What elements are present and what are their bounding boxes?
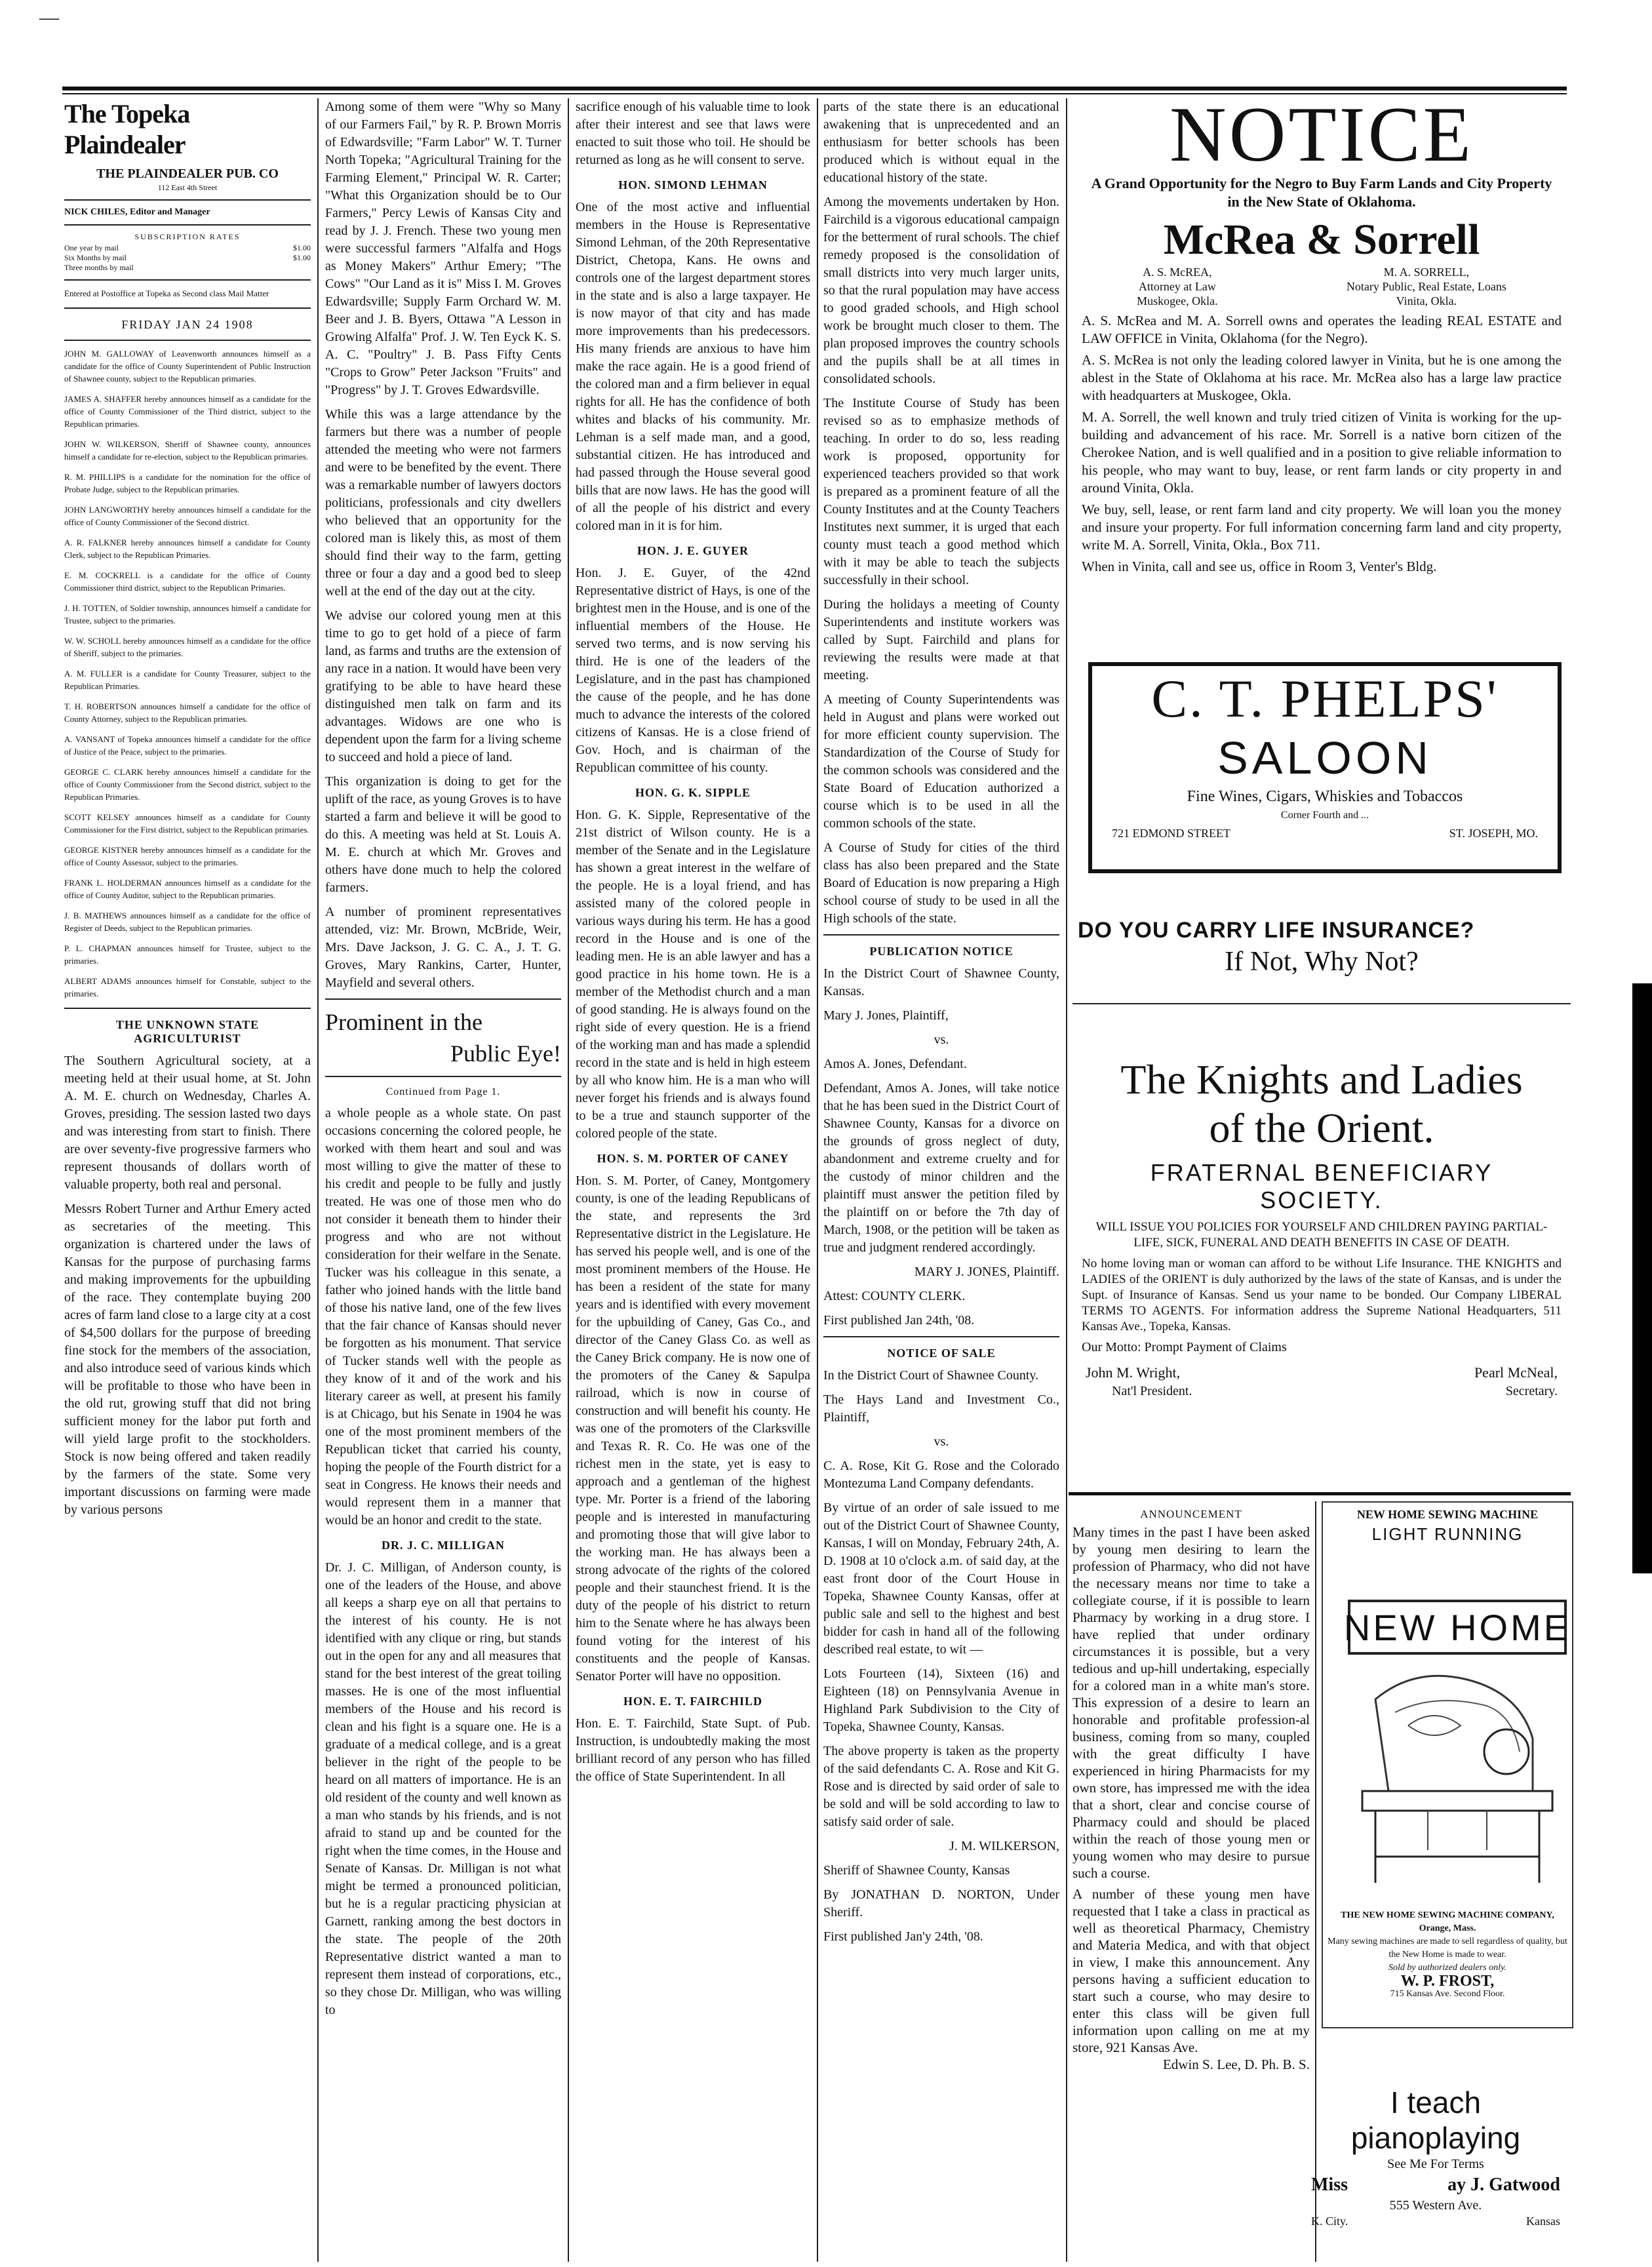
announcement-item: W. W. SCHOLL hereby announces himself as a candidate for the office of Sheriff, subject to the primaries. bbox=[64, 636, 311, 658]
announcement-item: ALBERT ADAMS announces himself for Constable, subject to the primaries. bbox=[64, 976, 311, 998]
announcement-item: T. H. ROBERTSON announces himself a candidate for the office of County Attorney, subject to the Republican primaries. bbox=[64, 701, 311, 724]
announcement-item: E. M. COCKRELL is a candidate for the office of County Commissioner third district, subject to the Republican Primaries. bbox=[64, 570, 311, 593]
corner-mark: — bbox=[39, 7, 59, 28]
legal-line: Lots Fourteen (14), Sixteen (16) and Eighteen (18) on Pennsylvania Avenue in Highland Park Subdivision to the City of Topeka, Shawnee County, Kansas. bbox=[823, 1666, 1059, 1734]
announcement-item: JOHN W. WILKERSON, Sheriff of Shawnee county, announces himself a candidate for re-election, subject to the Republican primaries. bbox=[64, 439, 311, 462]
kl-motto: Our Motto: Prompt Payment of Claims bbox=[1082, 1340, 1287, 1354]
article-paragraph: The Institute Course of Study has been revised so as to emphasize methods of teaching. In order to do so, less reading work is proposed, opportunity for experienced teachers provided so that work is prepared as a prominent feature of all the County Institutes and at the County Teachers Institutes next summer, it is urged that each county must teach a good method which with it may be able to teach the subjects successfully in their school. bbox=[823, 396, 1059, 587]
article-paragraph: parts of the state there is an educational awakening that is unprecedented and an enthusiasm for better schools has been produced which is without equal in the educational history of the state. bbox=[823, 100, 1059, 185]
piano-terms: See Me For Terms bbox=[1387, 2157, 1484, 2171]
kl-title-line-2: of the Orient. bbox=[1209, 1105, 1434, 1151]
legal-line: Attest: COUNTY CLERK. bbox=[823, 1289, 966, 1303]
publisher-address: 112 East 4th Street bbox=[157, 183, 218, 192]
article-paragraph: Hon. S. M. Porter, of Caney, Montgomery county, is one of the leading Republicans of the state, and represents the 3rd Representative district in the Legislature. He has served his people well, and is one of the most prominent members of the House. He has been a resident of the state for many years and is identified with every movement for the upbuilding of Caney, Gas Co., and director of the Caney Glass Co. as well as the Caney Brick company. He is now one of the promoters of the Caney & Sapulpa railroad, which is now in course of construction and will benefit his county. He was one of the promoters of the Clarksville and Texas R. R. Co. He was one of the richest men in the state, yet is easy to approach and a gentleman of the highest type. Mr. Porter is a friend of the laboring people and is interested in manufacturing and promoting those that will give labor to the working man. He has always been a strong advocate of the rights of the colored people and their staunchest friend. It is the duty of the people of his district to return him to the Senate where he has always been found voting for the interest of his constituents and the people of Kansas. Senator Porter will have no opposition. bbox=[576, 1173, 810, 1684]
subhead: HON. S. M. PORTER OF CANEY bbox=[597, 1152, 789, 1165]
notice-paragraph: A. S. McRea and M. A. Sorrell owns and operates the leading REAL ESTATE and LAW OFFICE in Vinita, Oklahoma (for the Negro). bbox=[1082, 313, 1562, 346]
rate-row: Six Months by mail $1.00 bbox=[64, 253, 311, 262]
announcement-item: JOHN M. GALLOWAY of Leavenworth announces himself as a candidate for the office of County Superintendent of Public Instruction of Shawnee county, subject to the Republican primaries. bbox=[64, 349, 311, 384]
sewing-top: NEW HOME SEWING MACHINE bbox=[1356, 1508, 1539, 1521]
piano-teacher: Miss ay J. Gatwood bbox=[1311, 2175, 1560, 2195]
announcement-item: P. L. CHAPMAN announces himself for Trustee, subject to the primaries. bbox=[64, 943, 311, 966]
article-paragraph: Messrs Robert Turner and Arthur Emery acted as secretaries of the meeting. This organization is chartered under the laws of Kansas for the purpose of purchasing farms and making improvements for the upbuilding of the race. They contemplate buying 200 acres of farm land close to a large city at a cost of $4,500 dollars for the purpose of breeding fine stock for the members of the association, and also introduce seed of various kinds which will be profitable to those who have been in the old rut, growing stuff that did not bring sufficient money for the labor put forth and will yield large profit to the stockholders. Stock is now being offered and taken readily by the farmers of the state. Some very important discussions on farming were made by various persons bbox=[64, 1202, 311, 1517]
subhead: HON. G. K. SIPPLE bbox=[635, 786, 751, 799]
notice-paragraph: We buy, sell, lease, or rent farm land and city property. We will loan you the money and insure your property. For full information concerning farm land and city property, write M. A. Sorrell, Vinita, Okla., Box 711. bbox=[1082, 502, 1562, 553]
announcement-item: FRANK L. HOLDERMAN announces himself as a candidate for the office of County Auditor, subject to the Republican primaries. bbox=[64, 878, 311, 900]
column-rule bbox=[317, 98, 319, 2262]
knights-ladies-ad bbox=[1072, 1055, 1571, 1475]
announcement-item: A. VANSANT of Topeka announces himself a candidate for the office of Justice of the Peace, subject to the primaries. bbox=[64, 734, 311, 757]
announcement-signature: Edwin S. Lee, D. Ph. B. S. bbox=[1162, 2057, 1310, 2072]
subhead: DR. J. C. MILLIGAN bbox=[381, 1539, 505, 1552]
announcement-item: A. R. FALKNER hereby announces himself a candidate for County Clerk, subject to the Republican Primaries. bbox=[64, 538, 311, 560]
subhead: HON. J. E. GUYER bbox=[637, 544, 749, 557]
section-headline bbox=[325, 1006, 561, 1069]
announcement-item: GEORGE KISTNER hereby announces himself as a candidate for the office of County Assessor, subject to the primaries. bbox=[64, 845, 311, 867]
legal-line: By virtue of an order of sale issued to me out of the District Court of Shawnee County, Kansas, I will on Monday, February 24th, A. D. 1908 at 10 o'clock a.m. of said day, at the east front door of the Court House in Topeka, Shawnee County Kansas, offer at public sale and sell to the highest and best bidder for cash in hand all of the following described real estate, to wit — bbox=[823, 1501, 1059, 1657]
subhead: HON. SIMOND LEHMAN bbox=[618, 178, 768, 191]
insurance-answer: If Not, Why Not? bbox=[1225, 947, 1419, 977]
rates-title: SUBSCRIPTION RATES bbox=[134, 232, 241, 241]
divider bbox=[64, 340, 311, 341]
article-paragraph: During the holidays a meeting of County Superintendents and institute workers was called by Supt. Fairchild and plans for reviewing the results were made at that meeting. bbox=[823, 597, 1059, 682]
legal-notice-head: PUBLICATION NOTICE bbox=[869, 945, 1013, 958]
scan-edge bbox=[1632, 983, 1652, 1573]
top-rule bbox=[62, 87, 1567, 90]
divider bbox=[64, 224, 311, 226]
announcement-item: GEORGE C. CLARK hereby announces himself a candidate for the office of County Commissioner from the Second district, subject to the Republican Primaries. bbox=[64, 767, 311, 802]
legal-line: C. A. Rose, Kit G. Rose and the Colorado Montezuma Land Company defendants. bbox=[823, 1459, 1059, 1491]
article-paragraph: The Southern Agricultural society, at a meeting held at their usual home, at St. John A. M. E. church on Wednesday, Charles A. Groves, presiding. The session lasted two days and was interesting from start to finish. There are over seventy-five progressive farmers who represent thousands of dollars worth of valuable property, both real and personal. bbox=[64, 1054, 311, 1192]
headline-line-1: Prominent in the bbox=[325, 1009, 482, 1035]
divider bbox=[823, 934, 1059, 936]
article-paragraph: While this was a large attendance by the farmers but there was a number of people attended the meeting who were not farmers and were to be benefited by the event. There was a remarkable number of lawyers doctors politicians, professionals and city dwellers who believed that an opportunity for the colored man is likely this, as most of them should find their way to the farm, getting three or four a day and a good bed to sleep well at the end of the day out at the city. bbox=[325, 407, 561, 599]
legal-line: Amos A. Jones, Defendant. bbox=[823, 1057, 967, 1071]
firm-name: McRea & Sorrell bbox=[1163, 216, 1480, 264]
insurance-ad bbox=[1072, 918, 1571, 977]
sewing-brand: NEW HOME bbox=[1343, 1607, 1571, 1648]
legal-line: The Hays Land and Investment Co., Plaintiff, bbox=[823, 1392, 1059, 1425]
article-paragraph: This organization is doing to get for the uplift of the race, as young Groves is to have started a farm and believe it will be good to do this. A meeting was held at St. Louis A. M. E. church at which Mr. Groves and others have done much to help the colored farmers. bbox=[325, 774, 561, 895]
rate-row: Three months by mail bbox=[64, 263, 134, 272]
legal-line: vs. bbox=[934, 1033, 949, 1047]
piano-city: K. City. Kansas bbox=[1311, 2215, 1560, 2228]
legal-line: The above property is taken as the property of the said defendants C. A. Rose and Kit G. Rose and is directed by said order of sale to be sold and will be sold according to law to satisfy said order of sale. bbox=[823, 1744, 1059, 1829]
editor-line: NICK CHILES, Editor and Manager bbox=[64, 207, 210, 217]
divider bbox=[325, 1076, 561, 1077]
partner-1: A. S. McREA, Attorney at Law Muskogee, Okla. bbox=[1137, 266, 1218, 307]
article-paragraph: Hon. G. K. Sipple, Representative of the 21st district of Wilson county. He is a member of the Senate and in the Legislature has shown a great interest in the welfare of the people. He is a loyal friend, and has assisted many of the colored people in various ways during his term. He has a good record in the House and is one of the leading men. He is an able lawyer and has a good practice in his home town. He is a member of the Methodist church and a man of good standing. He is always found on the right side of every question. He is a friend of the working man and has made a splendid record in the state and is held in high esteem by all who know him. He is a man who will never forget his friends and is always found to be a true and staunch supporter of the colored people of the state. bbox=[576, 808, 810, 1141]
legal-line: First published Jan 24th, '08. bbox=[823, 1313, 975, 1328]
rate-row: One year by mail $1.00 bbox=[64, 243, 311, 252]
column-3 bbox=[576, 98, 810, 2262]
article-paragraph: We advise our colored young men at this time to go to get hold of a piece of farm land, as farms and truths are the extension of any race in a nation. It would have been very gratifying to be able to have heard these distinguished men talk on farm and its advantages. Widows are one who is dependent upon the farm for a living scheme to succeed and hold a piece of land. bbox=[325, 608, 561, 764]
issue-date: FRIDAY JAN 24 1908 bbox=[121, 318, 254, 331]
article-paragraph: One of the most active and influential members in the House is Representative Simond Lehman, of the 20th Representative District, Chetopa, Kans. He owns and controls one of the largest department stores in the state and is also a large taxpayer. He is now mayor of that city and has made more improvements than his predecessors. His many friends are anxious to have him make the race again. He is a good friend of the colored man and a firm believer in equal rights for all. He has the confidence of both whites and blacks of his community. Mr. Lehman is a self made man, and a good, substantial citizen. He has introduced and had passed through the House several good bills that are now laws. He has the good will of all the people of his district and every colored man in it is for him. bbox=[576, 200, 810, 533]
legal-line: In the District Court of Shawnee County, Kansas. bbox=[823, 966, 1059, 998]
notice-title: NOTICE bbox=[1170, 98, 1474, 178]
candidate-announcements bbox=[64, 347, 311, 1000]
column-4 bbox=[823, 98, 1059, 2262]
divider bbox=[64, 1008, 311, 1009]
column-rule bbox=[568, 98, 569, 2262]
headline-line-2: Public Eye! bbox=[450, 1040, 561, 1067]
phelps-subline: Corner Fourth and ... bbox=[1280, 810, 1369, 821]
notice-paragraph: M. A. Sorrell, the well known and truly tried citizen of Vinita is working for the up-building and advancement of his race. Mr. Sorrell is a native born citizen of the Cherokee Nation, and is well qualified and in a position to give reliable information to his people, who may want to buy, lease, or rent farm lands or city property in and around Vinita, Okla. bbox=[1082, 409, 1562, 496]
divider bbox=[64, 279, 311, 281]
fraternal-line: FRATERNAL BENEFICIARY bbox=[1150, 1159, 1493, 1186]
notice-paragraph: A. S. McRea is not only the leading colored lawyer in Vinita, but he is one among the ablest in the State of Oklahoma at his race. Mr. McRea also has a large law practice with headquarters at Muskogee, Okla. bbox=[1082, 352, 1562, 403]
phelps-saloon-ad bbox=[1088, 662, 1562, 873]
divider bbox=[823, 1336, 1059, 1337]
insurance-question: DO YOU CARRY LIFE INSURANCE? bbox=[1078, 918, 1475, 943]
article-paragraph: A number of prominent representatives attended, viz: Mr. Brown, McBride, Weir, Mrs. Dave Jackson, J. G. C. A., J. T. G. Groves, Mary Rankins, Carter, Hunter, Mayfield and several others. bbox=[325, 905, 561, 990]
article-paragraph: Hon. E. T. Fairchild, State Supt. of Pub. Instruction, is undoubtedly making the most brilliant record of any person who has filled the office of State Superintendent. In all bbox=[576, 1716, 810, 1784]
saloon-title: SALOON bbox=[1217, 732, 1432, 783]
sewing-running: LIGHT RUNNING bbox=[1371, 1524, 1524, 1544]
announcement-head: ANNOUNCEMENT bbox=[1140, 1508, 1242, 1520]
publisher-name: THE PLAINDEALER PUB. CO bbox=[96, 167, 279, 181]
phelps-address: 721 EDMOND STREET ST. JOSEPH, MO. bbox=[1112, 827, 1538, 840]
announcement-item: JOHN LANGWORTHY hereby announces himself a candidate for the office of County Commissioner of the Second district. bbox=[64, 505, 311, 527]
partners-row bbox=[1072, 265, 1571, 308]
society-line: SOCIETY. bbox=[1260, 1187, 1383, 1213]
legal-notice-head: NOTICE OF SALE bbox=[887, 1347, 996, 1360]
announcement-item: J. H. TOTTEN, of Soldier township, announces himself a candidate for Trustee, subject to the primaries. bbox=[64, 603, 311, 625]
sewing-machine-illustration bbox=[1336, 1594, 1579, 1896]
kl-paragraph: WILL ISSUE YOU POLICIES FOR YOURSELF AND CHILDREN PAYING PARTIAL-LIFE, SICK, FUNERAL AND DEATH BENEFITS IN CASE OF DEATH. bbox=[1095, 1220, 1548, 1250]
continued-note: Continued from Page 1. bbox=[385, 1086, 501, 1097]
kl-title-line-1: The Knights and Ladies bbox=[1120, 1056, 1523, 1103]
piano-ad bbox=[1311, 2085, 1560, 2228]
article-paragraph: A Course of Study for cities of the third class has also been prepared and the State Board of Education is now preparing a High school course of study to be used in all the High schools of the state. bbox=[823, 840, 1059, 926]
legal-line: First published Jan'y 24th, '08. bbox=[823, 1929, 983, 1944]
legal-line: Defendant, Amos A. Jones, will take notice that he has been sued in the District Court of Shawnee County, Kansas for a divorce on the grounds of gross neglect of duty, abandonment and extreme cruelty and for the custody of minor children and the plaintiff must answer the petition filed by the plaintiff on or before the 7th day of March, 1908, or the petition will be taken as true and judgment rendered accordingly. bbox=[823, 1081, 1059, 1255]
article-paragraph: A meeting of County Superintendents was held in August and plans were worked out for more efficient county supervision. The Standardization of the Course of Study for the common schools was considered and the State Board of Education authorized a course which is to be used in all the common schools of the state. bbox=[823, 692, 1059, 831]
notice-paragraph: When in Vinita, call and see us, office in Room 3, Venter's Bldg. bbox=[1082, 559, 1437, 574]
column-rule bbox=[817, 98, 818, 2262]
sewing-machine-ad bbox=[1322, 1501, 1573, 2028]
divider bbox=[1069, 1492, 1571, 1495]
divider bbox=[1072, 1003, 1571, 1004]
article-paragraph: Dr. J. C. Milligan, of Anderson county, is one of the leaders of the House, and above all keeps a sharp eye on all that pertains to the interest of his county. He is not identified with any clique or ring, but stands out in the open for any and all measures that stand for the best interest of the great toiling masses. He is one of the most influential members of the House and his record is clean and his fight is a square one. He is a graduate of a medical college, and is a great believer in the right of the people to be heard on all matters of importance. He is an old resident of the county and well known as a man who stands by his friends, and is not afraid to stand up and be counted for the right when the time comes, in the House and Senate of Kansas. Dr. Milligan is not what might be termed a pronounced politician, but he is a regular practicing physician at Garnett, ranking among the best doctors in the state. The people of the 20th Representative district wanted a man to represent them instead of corporations, etc., so they chose Dr. Milligan, who was willing to bbox=[325, 1560, 561, 2017]
piano-address: 555 Western Ave. bbox=[1389, 2198, 1482, 2213]
legal-line: By JONATHAN D. NORTON, Under Sheriff. bbox=[823, 1887, 1059, 1920]
article-paragraph: Hon. J. E. Guyer, of the 42nd Representative district of Hays, is one of the brightest men in the House, and is one of the influential members of the House. He served two terms, and is now serving his third. He is one of the leaders of the Legislature, and in the past has championed the cause of the people, and he has done much to advance the interests of the colored citizens of Kansas. He is a close friend of Gov. Hoch, and is chairman of the Republican committee of his county. bbox=[576, 566, 810, 775]
entered-notice: Entered at Postoffice at Topeka as Second class Mail Matter bbox=[64, 288, 269, 298]
legal-line: In the District Court of Shawnee County. bbox=[823, 1368, 1039, 1383]
masthead: The Topeka Plaindealer bbox=[64, 99, 190, 159]
kl-paragraph: No home loving man or woman can afford to be without Life Insurance. THE KNIGHTS and LADIES of the ORIENT is duly authorized by the laws of the state of Kansas, and is under the Supt. of Insurance of Kansas. Send us your name to be bonded. Our Company LIBERAL TERMS TO AGENTS. For information address the Supreme National Headquarters, 511 Kansas Ave., Topeka, Kansas. bbox=[1082, 1257, 1562, 1333]
pharmacy-announcement bbox=[1072, 1501, 1310, 2262]
subhead: HON. E. T. FAIRCHILD bbox=[623, 1695, 763, 1708]
notice-subtitle: A Grand Opportunity for the Negro to Buy Farm Lands and City Property in the New State of Oklahoma. bbox=[1091, 175, 1552, 210]
partner-2: M. A. SORRELL, Notary Public, Real Estate, Loans Vinita, Okla. bbox=[1346, 266, 1506, 307]
announcement-item: JAMES A. SHAFFER hereby announces himself as a candidate for the office of County Commissioner of the Third district, subject to the Republican primaries. bbox=[64, 394, 311, 429]
article-paragraph: Among some of them were "Why so Many of our Farmers Fail," by R. P. Brown Morris of Edwardsville; "Farm Labor" W. T. Turner North Topeka; "Agricultural Training for the Farming Element," Principal W. R. Carter; "What this Organization should be to Our Farmers," Percy Lewis of Kansas City and read by J. J. French. These two young men were successful farmers "Alfalfa and Hogs as Money Makers" Arthur Emery; "The Cows" "Our Land as it is" Miss I. M. Groves Edwardsville; Supply Farm Orchard W. M. Beer and J. B. Byers, Ottawa "A Lesson in Growing Alfalfa" Prof. J. W. Ten Eyck K. S. A. C. "Poultry" J. B. Pass Fifty Cents "Crops to Grow" Peter Jackson "Fruits" and "Progress" by J. T. Groves Edwardsville. bbox=[325, 100, 561, 397]
column-rule bbox=[1066, 98, 1067, 2262]
legal-line: Mary J. Jones, Plaintiff, bbox=[823, 1008, 949, 1023]
announcement-paragraph: A number of these young men have requested that I take a class in practical as well as theoretical Pharmacy, Chemistry and Materia Medica, and with that object in view, I make this announcement. Any persons having a sufficient education to start such a course, who may desire to enter this class will be given full information upon calling on me at my store, 921 Kansas Ave. bbox=[1072, 1886, 1310, 2055]
legal-line: vs. bbox=[934, 1434, 949, 1449]
announcement-item: J. B. MATHEWS announces himself as a candidate for the office of Register of Deeds, subject to the Republican primaries. bbox=[64, 911, 311, 933]
column-1 bbox=[64, 98, 311, 2262]
announcement-item: A. M. FULLER is a candidate for County Treasurer, subject to the Republican Primaries. bbox=[64, 669, 311, 691]
legal-line: MARY J. JONES, Plaintiff. bbox=[914, 1265, 1059, 1279]
phelps-products: Fine Wines, Cigars, Whiskies and Tobaccos bbox=[1187, 788, 1463, 805]
legal-line: J. M. WILKERSON, bbox=[949, 1839, 1059, 1853]
article-paragraph: sacrifice enough of his valuable time to look after their interest and see that laws were enacted to suit those who toil. He should be returned as long as he will consent to serve. bbox=[576, 100, 810, 167]
piano-head: I teach pianoplaying bbox=[1350, 2085, 1521, 2155]
divider bbox=[64, 307, 311, 309]
divider bbox=[325, 998, 561, 1000]
sewing-footer: THE NEW HOME SEWING MACHINE COMPANY, Orange, Mass. Many sewing machines are made to sell regardless of quality, but the New Home is made to wear. Sold by authorized dealers only. W. P. FROST, 715 Kansas Ave. Second Floor. bbox=[1328, 1910, 1567, 1999]
article-paragraph: Among the movements undertaken by Hon. Fairchild is a vigorous educational campaign for the betterment of rural schools. The chief remedy proposed is the consolidation of small districts into very much larger units, so that the rural population may have access to good graded schools, and High school work be brought much closer to them. The plan proposed improves the country schools and the pupils shall be at all times in consolidated schools. bbox=[823, 195, 1059, 386]
announcement-paragraph: Many times in the past I have been asked by young men desiring to learn the profession of Pharmacy, who did not have the necessary means nor time to take a collegiate course, if it is possible to learn Pharmacy by working in a drug store. I have replied that under ordinary circumstances it is possible, but a very tedious and up-hill undertaking, especially for a colored man in a white man's store. This expression of a desire to learn an honorable and profitable profession-al business, coming from so many, coupled with the great difficulty I have experienced in hiring Pharmacists for my own store, has impressed me with the idea that a short, clear and concise course of Pharmacy could and should be placed within the reach of those young men or young women who may desire to pursue such a course. bbox=[1072, 1524, 1310, 1881]
kl-signatures: John M. Wright, Pearl McNeal, bbox=[1086, 1364, 1558, 1381]
top-rule-thin bbox=[62, 93, 1567, 94]
article-headline: THE UNKNOWN STATE AGRICULTURIST bbox=[115, 1018, 260, 1045]
announcement-item: SCOTT KELSEY announces himself as a candidate for County Commissioner for the First district, subject to the Republican primaries. bbox=[64, 812, 311, 835]
legal-line: Sheriff of Shawnee County, Kansas bbox=[823, 1863, 1010, 1878]
column-2 bbox=[325, 98, 561, 2262]
divider bbox=[64, 199, 311, 201]
announcement-item: R. M. PHILLIPS is a candidate for the nomination for the office of Probate Judge, subject to the Republican primaries. bbox=[64, 472, 311, 494]
phelps-name: C. T. PHELPS' bbox=[1151, 669, 1499, 728]
article-paragraph: a whole people as a whole state. On past occasions concerning the colored people, he worked with them heart and soul and was most willing to give the matter of these to his credit and people to be fully and justly treated. He was one of those men who do not consider it beneath them to hinder their progress and who are not without consideration for their welfare in the Senate. Tucker was his colleague in this senate, a father who joined hands with the little band of those his native land, one of the few lives that the fair chance of Kansas should never be forgotten as his monument. That service of Tucker stands well with the people as they know of it and of the work and his literary career as well, at present his family is at Chicago, but his Senate in 1904 he was one of the most prominent members of the Republican ticket that carried his county, hoping the people of the Fourth district for a seat in Congress. He knows their needs and would represent them in a manner that would be an honor and credit to the state. bbox=[325, 1106, 561, 1528]
kl-titles: Nat'l President. Secretary. bbox=[1112, 1384, 1558, 1398]
notice-ad bbox=[1072, 98, 1571, 642]
